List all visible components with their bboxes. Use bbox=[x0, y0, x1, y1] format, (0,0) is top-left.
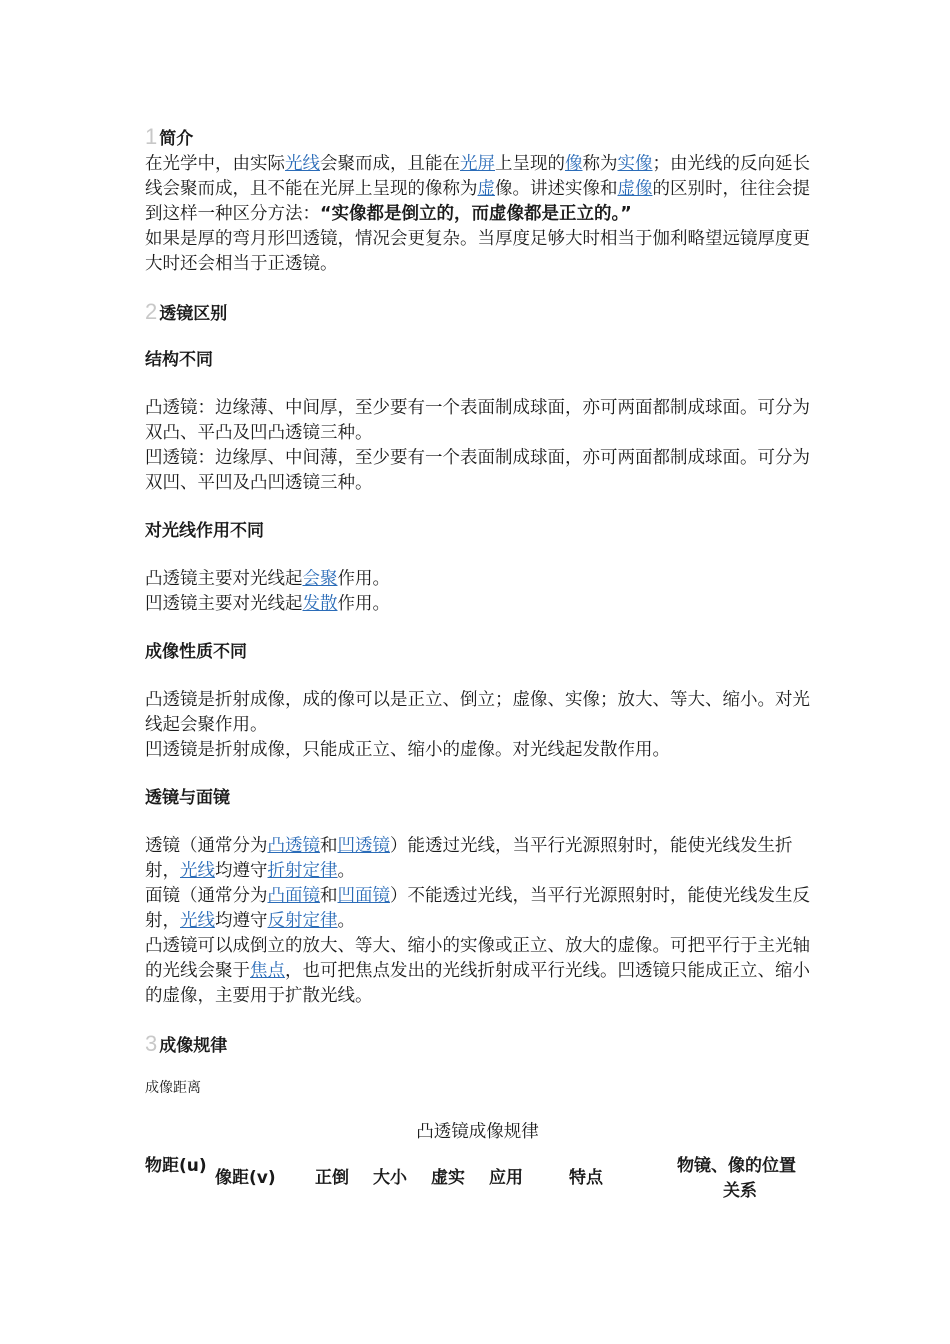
link-concave-lens[interactable]: 凹透镜 bbox=[337, 836, 390, 856]
paragraph-convex-structure: 凸透镜：边缘薄、中间厚，至少要有一个表面制成球面，亦可两面都制成球面。可分为双凸、平凸及凹凸透镜三种。 bbox=[145, 398, 810, 443]
section-title: 透镜区别 bbox=[159, 304, 228, 324]
link-light-ray-3[interactable]: 光线 bbox=[180, 911, 215, 931]
link-virtual[interactable]: 虚 bbox=[477, 179, 495, 199]
link-concave-mirror[interactable]: 凹面镜 bbox=[337, 886, 390, 906]
subheading-lens-mirror: 透镜与面镜 bbox=[145, 788, 230, 808]
paragraph-concave-structure: 凹透镜：边缘厚、中间薄，至少要有一个表面制成球面，亦可两面都制成球面。可分为双凹、平凹及凸凹透镜三种。 bbox=[145, 448, 810, 493]
link-virtual-image[interactable]: 虚像 bbox=[617, 179, 653, 199]
col-position-relation-line2: 关系 bbox=[723, 1181, 757, 1201]
paragraph-convex-effect: 凸透镜主要对光线起会聚作用。 bbox=[145, 569, 390, 589]
subheading-structure: 结构不同 bbox=[145, 350, 213, 370]
paragraph-convex-imaging: 凸透镜是折射成像，成的像可以是正立、倒立；虚像、实像；放大、等大、缩小。对光线起会聚作用。 bbox=[145, 690, 810, 735]
section-title: 简介 bbox=[159, 129, 194, 149]
link-light-ray-2[interactable]: 光线 bbox=[180, 861, 215, 881]
paragraph-mirror: 面镜（通常分为凸面镜和凹面镜）不能透过光线，当平行光源照射时，能使光线发生反射，光线均遵守反射定律。 bbox=[145, 886, 810, 931]
subheading-light-effect: 对光线作用不同 bbox=[145, 521, 264, 541]
link-real-image[interactable]: 实像 bbox=[617, 154, 653, 174]
link-converge[interactable]: 会聚 bbox=[302, 569, 338, 589]
col-application: 应用 bbox=[489, 1168, 523, 1188]
link-light-screen[interactable]: 光屏 bbox=[460, 154, 495, 174]
section-title: 成像规律 bbox=[159, 1036, 228, 1056]
intro-paragraph: 在光学中，由实际光线会聚而成，且能在光屏上呈现的像称为实像；由光线的反向延长线会聚而成，且不能在光屏上呈现的像称为虚像。讲述实像和虚像的区别时，往往会提到这样一种区分方法：“实像都是倒立的，而虚像都是正立的。” bbox=[145, 154, 810, 224]
paragraph-concave-imaging: 凹透镜是折射成像，只能成正立、缩小的虚像。对光线起发散作用。 bbox=[145, 740, 670, 760]
link-diverge[interactable]: 发散 bbox=[302, 594, 338, 614]
paragraph-convex-summary: 凸透镜可以成倒立的放大、等大、缩小的实像或正立、放大的虚像。可把平行于主光轴的光线会聚于焦点，也可把焦点发出的光线折射成平行光线。凹透镜只能成正立、缩小的虚像，主要用于扩散光线。 bbox=[145, 936, 810, 1006]
col-real-virtual: 虚实 bbox=[431, 1168, 465, 1188]
document-page bbox=[145, 124, 810, 1211]
section-number: 1 bbox=[145, 124, 158, 149]
quote-emphasis: “实像都是倒立的，而虚像都是正立的。” bbox=[320, 204, 632, 224]
link-convex-mirror[interactable]: 凸面镜 bbox=[267, 886, 320, 906]
col-size: 大小 bbox=[373, 1168, 407, 1188]
section-number: 3 bbox=[145, 1031, 158, 1056]
link-refraction-law[interactable]: 折射定律 bbox=[267, 861, 338, 881]
section-2-heading bbox=[145, 299, 810, 327]
col-orientation: 正倒 bbox=[315, 1168, 349, 1188]
paragraph-concave-effect: 凹透镜主要对光线起发散作用。 bbox=[145, 594, 390, 614]
section-number: 2 bbox=[145, 299, 158, 324]
subheading-imaging: 成像性质不同 bbox=[145, 642, 247, 662]
link-convex-lens[interactable]: 凸透镜 bbox=[267, 836, 320, 856]
table-caption: 凸透镜成像规律 bbox=[416, 1122, 539, 1142]
col-position-relation: 物镜、像的位置 bbox=[677, 1156, 796, 1176]
link-image[interactable]: 像 bbox=[565, 154, 583, 174]
paragraph-lens: 透镜（通常分为凸透镜和凹透镜）能透过光线，当平行光源照射时，能使光线发生折射，光线均遵守折射定律。 bbox=[145, 836, 793, 881]
intro-paragraph-2: 如果是厚的弯月形凹透镜，情况会更复杂。当厚度足够大时相当于伽利略望远镜厚度更大时还会相当于正透镜。 bbox=[145, 229, 810, 274]
section-1-heading bbox=[145, 124, 810, 152]
link-reflection-law[interactable]: 反射定律 bbox=[267, 911, 338, 931]
col-feature: 特点 bbox=[569, 1168, 603, 1188]
section-3-heading bbox=[145, 1031, 810, 1059]
link-light-ray[interactable]: 光线 bbox=[285, 154, 320, 174]
col-image-distance: 像距(v) bbox=[215, 1168, 276, 1188]
link-focus[interactable]: 焦点 bbox=[250, 961, 285, 981]
col-object-distance: 物距(u) bbox=[145, 1156, 207, 1176]
table-header bbox=[145, 1151, 810, 1211]
subheading-imaging-distance: 成像距离 bbox=[145, 1080, 201, 1096]
